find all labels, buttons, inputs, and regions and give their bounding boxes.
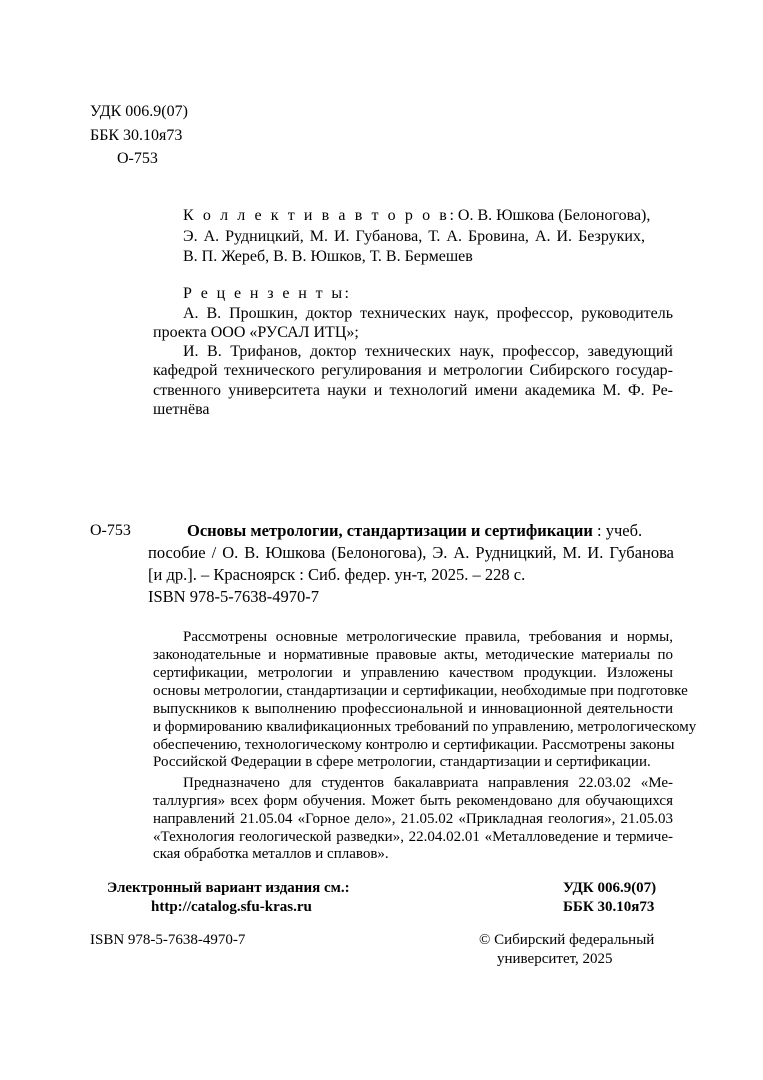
reviewer-2-line-2: кафедрой технического регулирования и метрологии Сибирского государ- [153,362,673,379]
authors-line-1 [183,206,650,226]
electronic-label: Электронный вариант издания см.: [107,880,350,896]
authors-label: К о л л е к т и в а в т о р о в [183,207,450,224]
reviewer-2-line-4: шетнёва [153,401,210,418]
bib-title-line [187,521,642,541]
udk-code: УДК 006.9(07) [90,103,188,120]
reviewer-1-line-2: проекта ООО «РУСАЛ ИТЦ»; [153,324,359,341]
abstract-p1-line-8: Российской Федерации в сфере метрологии, стандартизации и сертификации. [153,754,651,770]
abstract-p2-line-2: таллургия» всех форм обучения. Может быть рекомендовано для обучающихся [153,793,673,809]
copyright-line-1: © Сибирский федеральный [479,932,655,948]
copyright-line-2: университет, 2025 [497,951,613,967]
bib-line-3: [и др.]. – Красноярск : Сиб. федер. ун-т, 2025. – 228 с. [148,565,526,584]
abstract-p1-line-3: сертификации, метрологии и управлению качеством продукции. Изложены [153,665,673,681]
electronic-bbk: ББК 30.10я73 [563,899,655,915]
book-title-suffix: : учеб. [592,521,643,540]
abstract-p2-line-4: «Технология геологической разведки», 22.04.02.01 «Металловедение и термиче- [153,829,673,845]
book-title: Основы метрологии, стандартизации и сертификации [187,521,593,540]
abstract-p1-line-2: законодательные и нормативные правовые акты, методические материалы по [153,647,673,663]
electronic-udk: УДК 006.9(07) [563,880,657,896]
bbk-code: ББК 30.10я73 [90,127,183,144]
abstract-p1-line-7: обеспечению, технологическому контролю и сертификации. Рассмотрены законы [153,737,675,753]
reviewers-label: Р е ц е н з е н т ы: [183,285,352,302]
abstract-p2-line-1: Предназначено для студентов бакалавриата направления 22.03.02 «Ме- [183,775,673,791]
bib-line-2: пособие / О. В. Юшкова (Белоногова), Э. А. Рудницкий, М. И. Губанова [148,543,674,562]
electronic-url[interactable]: http://catalog.sfu-kras.ru [151,899,312,915]
authors-line-3: В. П. Жереб, В. В. Юшков, Т. В. Бермешев [183,248,473,265]
abstract-p1-line-4: основы метрологии, стандартизации и сертификации, необходимые при подготовке [153,683,688,699]
authors-first: : О. В. Юшкова (Белоногова), [449,207,651,224]
footer-isbn: ISBN 978-5-7638-4970-7 [90,932,246,948]
abstract-p1-line-1: Рассмотрены основные метрологические правила, требования и нормы, [183,629,673,645]
abstract-p2-line-5: ская обработка металлов и сплавов». [153,846,389,862]
bib-isbn: ISBN 978-5-7638-4970-7 [148,587,319,606]
abstract-p2-line-3: направлений 21.05.04 «Горное дело», 21.05.02 «Прикладная геология», 21.05.03 [153,811,673,827]
reviewer-2-line-3: ственного университета науки и технологий имени академика М. Ф. Ре- [153,382,673,399]
abstract-p1-line-6: и формированию квалификационных требований по управлению, метрологическому [153,719,697,735]
reviewer-2-line-1: И. В. Трифанов, доктор технических наук, профессор, заведующий [183,343,673,360]
abstract-p1-line-5: выпускников к выполнению профессиональной и инновационной деятельности [153,701,673,717]
reviewer-1-line-1: А. В. Прошкин, доктор технических наук, профессор, руководитель [183,305,673,322]
bib-code: О-753 [90,522,131,539]
author-mark: О-753 [117,150,158,167]
authors-line-2: Э. А. Рудницкий, М. И. Губанова, Т. А. Бровина, А. И. Безруких, [183,228,645,245]
